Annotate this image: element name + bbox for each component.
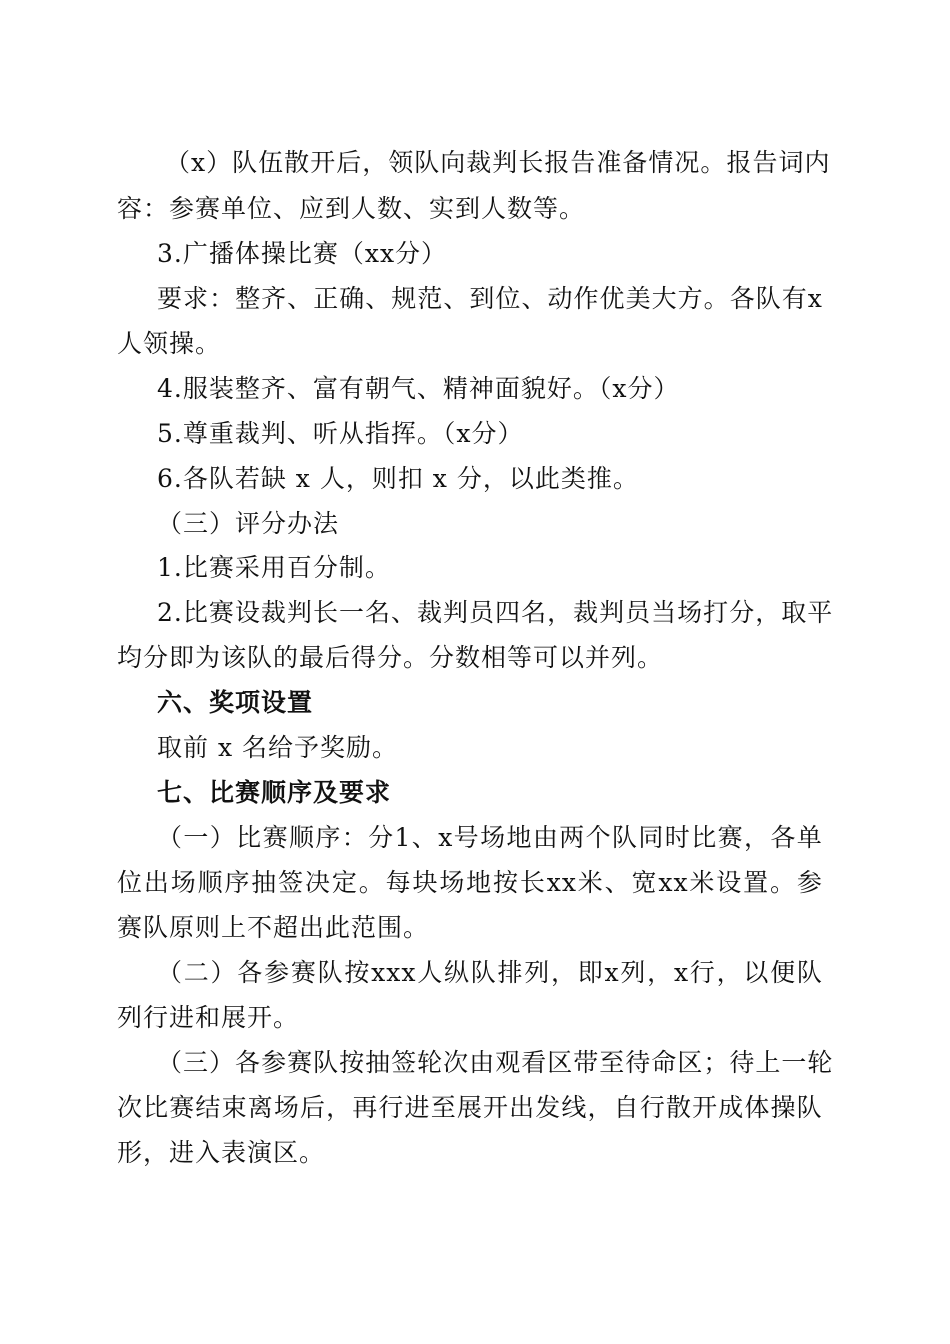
paragraph-line: 位 出 场 顺 序 抽 签 决 定 。 每 块 场 地 按 长 xx 米 、 宽 xx 米 设 置 。 参 bbox=[117, 868, 823, 897]
paragraph-line: 6.各队若缺 x 人，则扣 x 分，以此类推。 bbox=[157, 464, 639, 493]
section-heading: 六、奖项设置 bbox=[157, 688, 314, 717]
section-heading: 七、比赛顺序及要求 bbox=[157, 778, 392, 807]
section-subheading: （三）评分办法 bbox=[157, 509, 340, 538]
paragraph-line: 2. 比 赛 设 裁 判 长 一 名 、 裁 判 员 四 名 ， 裁 判 员 当 场 打 分 ， 取 平 bbox=[157, 598, 834, 627]
paragraph-line: 次 比 赛 结 束 离 场 后 ， 再 行 进 至 展 开 出 发 线 ， 自 行 散 开 成 体 操 队 bbox=[117, 1093, 823, 1122]
paragraph-line: 容：参赛单位、应到人数、实到人数等。 bbox=[117, 194, 586, 223]
paragraph-line: 形，进入表演区。 bbox=[117, 1138, 326, 1167]
paragraph-line: （ 一 ） 比 赛 顺 序 ： 分 1 、 x 号 场 地 由 两 个 队 同 时 比 赛 ， 各 单 bbox=[157, 823, 823, 852]
paragraph-line: 赛队原则上不超出此范围。 bbox=[117, 913, 430, 942]
paragraph-line: （ 三 ） 各 参 赛 队 按 抽 签 轮 次 由 观 看 区 带 至 待 命 区 ； 待 上 一 轮 bbox=[157, 1048, 834, 1077]
paragraph-line: 要 求 ： 整 齐 、 正 确 、 规 范 、 到 位 、 动 作 优 美 大 方 。 各 队 有 x bbox=[157, 284, 823, 313]
paragraph-line: （ x ） 队 伍 散 开 后 ， 领 队 向 裁 判 长 报 告 准 备 情 况 。 报 告 词 内 bbox=[165, 148, 831, 177]
paragraph-line: 5.尊重裁判、听从指挥。（x分） bbox=[157, 419, 524, 448]
paragraph-line: 3.广播体操比赛（xx分） bbox=[157, 239, 448, 268]
paragraph-line: 4.服装整齐、富有朝气、精神面貌好。（x分） bbox=[157, 374, 680, 403]
paragraph-line: 1.比赛采用百分制。 bbox=[157, 553, 391, 582]
paragraph-line: 取前 x 名给予奖励。 bbox=[157, 733, 398, 762]
paragraph-line: 均分即为该队的最后得分。分数相等可以并列。 bbox=[117, 643, 664, 672]
paragraph-line: 人领操。 bbox=[117, 329, 222, 358]
paragraph-line: （ 二 ） 各 参 赛 队 按 xxx 人 纵 队 排 列 ， 即 x 列 ， x 行 ， 以 便 队 bbox=[157, 958, 823, 987]
paragraph-line: 列行进和展开。 bbox=[117, 1003, 300, 1032]
